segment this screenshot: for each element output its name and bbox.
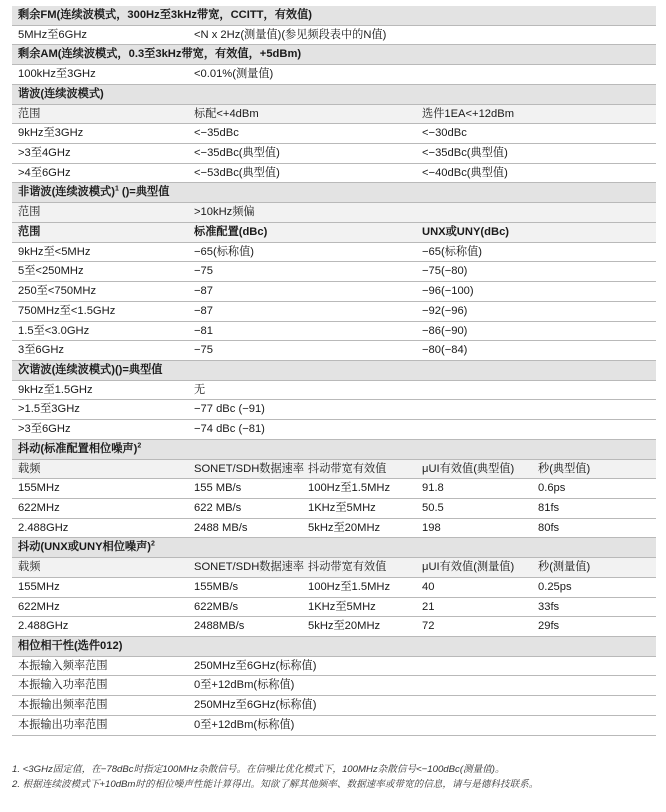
table-row xyxy=(12,341,656,361)
footnote-2: 2. 根据连续波模式下+10dBm时的相位噪声性能计算得出。知欲了解其他频率、数据速率或带宽的信息，请与是德科技联系。 xyxy=(12,778,539,790)
cell-value: 80fs xyxy=(538,521,560,534)
table-row xyxy=(12,400,656,420)
row-label: 3至6GHz xyxy=(18,344,65,357)
table-row xyxy=(12,578,656,598)
table-row xyxy=(12,381,656,401)
table-row xyxy=(12,479,656,499)
table-row xyxy=(12,164,656,184)
row-label: 载频 xyxy=(18,462,41,475)
cell-value: 21 xyxy=(422,600,435,613)
table-row xyxy=(12,302,656,322)
table-row xyxy=(12,499,656,519)
cell-value: −75 xyxy=(194,265,213,278)
footnote-marker: 2 xyxy=(137,442,142,450)
column-header-row xyxy=(12,460,656,480)
cell-value: 198 xyxy=(422,521,441,534)
cell-value: <−35dBc(典型值) xyxy=(422,147,508,160)
cell-value: 100Hz至1.5MHz xyxy=(308,482,391,495)
row-label: 250至<750MHz xyxy=(18,285,97,298)
table-row xyxy=(12,124,656,144)
table-row xyxy=(12,519,656,539)
cell-value: 0至+12dBm(标称值) xyxy=(194,679,295,692)
row-label: 5至<250MHz xyxy=(18,265,84,278)
table-row xyxy=(12,598,656,618)
table-row xyxy=(12,617,656,637)
table-row xyxy=(12,65,656,85)
footnotes xyxy=(12,763,656,792)
row-label: >3至4GHz xyxy=(18,147,71,160)
cell-value: 秒(典型值) xyxy=(538,462,591,475)
section-header-row xyxy=(12,637,656,657)
table-row xyxy=(12,420,656,440)
cell-value: −65(标称值) xyxy=(422,245,482,258)
section-header-row xyxy=(12,6,656,26)
row-label: 622MHz xyxy=(18,501,60,514)
spec-table xyxy=(12,6,656,736)
section-title xyxy=(18,183,169,202)
table-row xyxy=(12,262,656,282)
cell-value: SONET/SDH数据速率 xyxy=(194,462,305,475)
cell-value: SONET/SDH数据速率 xyxy=(194,561,305,574)
row-label: 范围 xyxy=(18,107,41,120)
cell-value: 622MB/s xyxy=(194,600,239,613)
row-label: 5MHz至6GHz xyxy=(18,28,87,41)
row-label: 1.5至<3.0GHz xyxy=(18,324,90,337)
row-label: 相位相干性(选件012) xyxy=(18,640,123,652)
cell-value: UNX或UNY(dBc) xyxy=(422,225,510,238)
cell-value: 0.25ps xyxy=(538,580,572,593)
cell-value: 81fs xyxy=(538,501,560,514)
row-label: 次谐波(连续波模式)()=典型值 xyxy=(18,363,163,376)
section-header-row xyxy=(12,45,656,65)
cell-value: <−30dBc xyxy=(422,127,467,140)
table-row xyxy=(12,676,656,696)
section-header-row xyxy=(12,361,656,381)
row-label: 本振输入频率范围 xyxy=(18,659,108,672)
cell-value: 选件1EA<+12dBm xyxy=(422,107,515,120)
row-label: 范围 xyxy=(18,225,41,238)
column-header-row xyxy=(12,105,656,125)
table-row xyxy=(12,696,656,716)
row-label: 155MHz xyxy=(18,580,60,593)
cell-value: −75 xyxy=(194,344,213,357)
cell-value: −92(−96) xyxy=(422,304,468,317)
cell-value: −77 dBc (−91) xyxy=(194,403,265,416)
row-label: 2.488GHz xyxy=(18,521,69,534)
cell-value: >10kHz频偏 xyxy=(194,206,255,219)
row-label: 本振输出功率范围 xyxy=(18,718,108,731)
table-row xyxy=(12,282,656,302)
row-label: >4至6GHz xyxy=(18,166,71,179)
section-title-text: 抖动(标准配置相位噪声) xyxy=(18,442,138,455)
section-header-row xyxy=(12,440,656,460)
section-header-row xyxy=(12,85,656,105)
cell-value: 2488MB/s xyxy=(194,620,245,633)
row-label: 750MHz至<1.5GHz xyxy=(18,304,116,317)
row-label: 622MHz xyxy=(18,600,60,613)
section-title xyxy=(18,538,155,557)
cell-value: 40 xyxy=(422,580,435,593)
column-header-row xyxy=(12,223,656,243)
row-label: 9kHz至1.5GHz xyxy=(18,383,93,396)
section-title-text: 非谐波(连续波模式) xyxy=(18,186,115,199)
row-label: 谐波(连续波模式) xyxy=(18,87,104,100)
cell-value: 155 MB/s xyxy=(194,482,242,495)
table-row xyxy=(12,657,656,677)
cell-value: 72 xyxy=(422,620,435,633)
row-label: 范围 xyxy=(18,206,41,219)
cell-value: <−40dBc(典型值) xyxy=(422,166,508,179)
cell-value: 155MB/s xyxy=(194,580,239,593)
cell-value: 标配<+4dBm xyxy=(194,107,259,120)
column-header-row xyxy=(12,558,656,578)
table-row xyxy=(12,322,656,342)
section-title-suffix: ()=典型值 xyxy=(121,186,170,199)
row-label: 9kHz至<5MHz xyxy=(18,245,91,258)
cell-value: 5kHz至20MHz xyxy=(308,620,381,633)
cell-value: 29fs xyxy=(538,620,560,633)
cell-value: 50.5 xyxy=(422,501,444,514)
row-label: 2.488GHz xyxy=(18,620,69,633)
cell-value: 100Hz至1.5MHz xyxy=(308,580,391,593)
cell-value: 250MHz至6GHz(标称值) xyxy=(194,699,317,712)
cell-value: <−53dBc(典型值) xyxy=(194,166,280,179)
row-label: 100kHz至3GHz xyxy=(18,68,96,81)
row-label: 本振输入功率范围 xyxy=(18,679,108,692)
row-label: >1.5至3GHz xyxy=(18,403,80,416)
cell-value: −65(标称值) xyxy=(194,245,254,258)
cell-value: 抖动带宽有效值 xyxy=(308,462,387,475)
cell-value: 标准配置(dBc) xyxy=(194,225,268,238)
cell-value: −96(−100) xyxy=(422,285,474,298)
cell-value: 91.8 xyxy=(422,482,444,495)
table-row xyxy=(12,26,656,46)
cell-value: −74 dBc (−81) xyxy=(194,423,265,436)
cell-value: <N x 2Hz(测量值)(参见频段表中的N值) xyxy=(194,28,387,41)
cell-value: μUI有效值(测量值) xyxy=(422,561,515,574)
cell-value: 无 xyxy=(194,383,206,396)
cell-value: 622 MB/s xyxy=(194,501,242,514)
cell-value: −87 xyxy=(194,285,213,298)
section-header-row xyxy=(12,538,656,558)
cell-value: 秒(测量值) xyxy=(538,561,591,574)
cell-value: 250MHz至6GHz(标称值) xyxy=(194,659,317,672)
cell-value: 1KHz至5MHz xyxy=(308,501,376,514)
row-label: 剩余AM(连续波模式，0.3至3kHz带宽，有效值，+5dBm) xyxy=(18,48,302,61)
table-row xyxy=(12,716,656,736)
row-label: 9kHz至3GHz xyxy=(18,127,84,140)
cell-value: −87 xyxy=(194,304,213,317)
footnote-marker: 2 xyxy=(151,540,155,548)
cell-value: 1KHz至5MHz xyxy=(308,600,376,613)
row-label: 155MHz xyxy=(18,482,60,495)
cell-value: 33fs xyxy=(538,600,560,613)
table-row xyxy=(12,144,656,164)
section-header-row xyxy=(12,183,656,203)
cell-value: 0至+12dBm(标称值) xyxy=(194,718,295,731)
section-title xyxy=(18,440,141,459)
row-label: 本振输出频率范围 xyxy=(18,699,108,712)
cell-value: <−35dBc xyxy=(194,127,239,140)
cell-value: 抖动带宽有效值 xyxy=(308,561,387,574)
footnote-marker: 1 xyxy=(114,185,119,193)
cell-value: 0.6ps xyxy=(538,482,566,495)
cell-value: <−35dBc(典型值) xyxy=(194,147,280,160)
cell-value: 5kHz至20MHz xyxy=(308,521,381,534)
cell-value: −75(−80) xyxy=(422,265,468,278)
column-header-row xyxy=(12,203,656,223)
table-row xyxy=(12,243,656,263)
cell-value: −80(−84) xyxy=(422,344,468,357)
cell-value: 2488 MB/s xyxy=(194,521,248,534)
row-label: 剩余FM(连续波模式，300Hz至3kHz带宽，CCITT，有效值) xyxy=(18,9,312,21)
row-label: 载频 xyxy=(18,561,41,574)
row-label: >3至6GHz xyxy=(18,423,71,436)
cell-value: −86(−90) xyxy=(422,324,468,337)
cell-value: <0.01%(测量值) xyxy=(194,68,274,81)
section-title-text: 抖动(UNX或UNY相位噪声) xyxy=(18,541,152,554)
cell-value: μUI有效值(典型值) xyxy=(422,462,515,475)
cell-value: −81 xyxy=(194,324,213,337)
footnote-1: 1. <3GHz固定值，在−78dBc时指定100MHz杂散信号。在信噪比优化模式下，100MHz杂散信号<−100dBc(测量值)。 xyxy=(12,764,505,775)
